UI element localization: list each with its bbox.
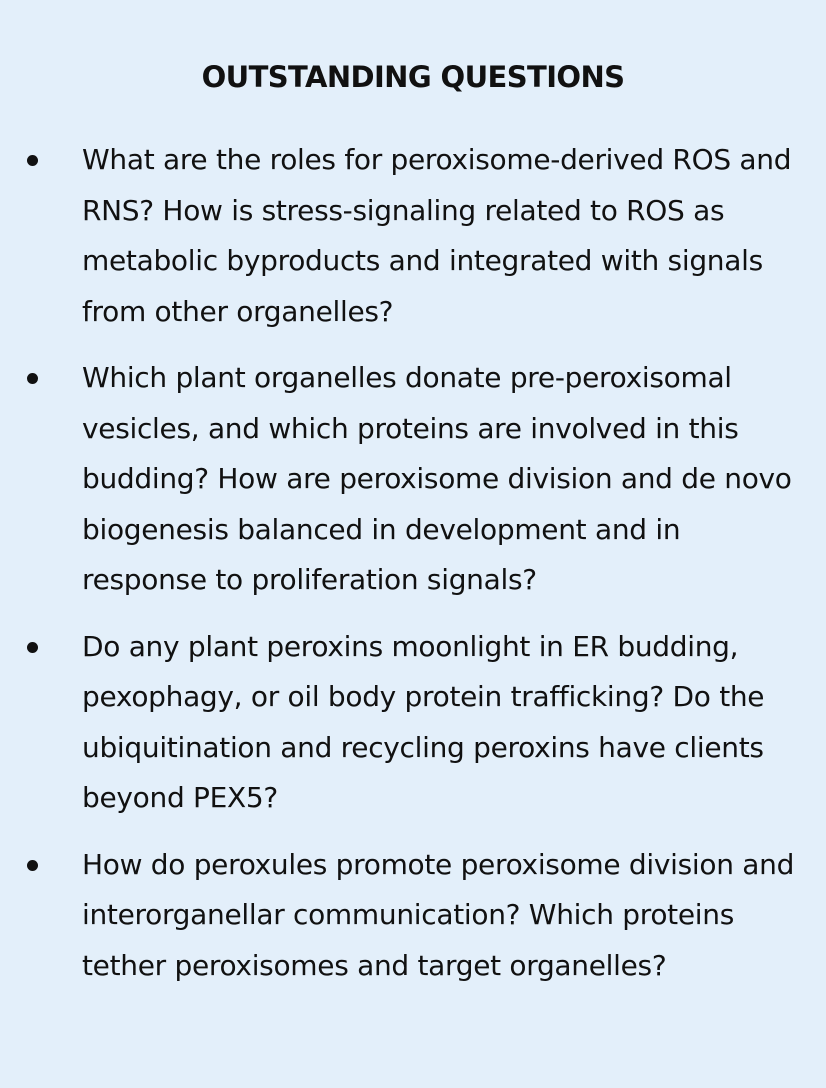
bullet-icon bbox=[27, 155, 38, 166]
questions-list bbox=[0, 135, 826, 1007]
question-item bbox=[0, 840, 826, 992]
question-text: How do peroxules promote peroxisome division and interorganellar communication? Which proteins tether peroxisomes and target organelles? bbox=[82, 847, 795, 982]
question-text: Which plant organelles donate pre-peroxisomal vesicles, and which proteins are involved in this budding? How are peroxisome division and de novo biogenesis balanced in development and in response to proliferation signals? bbox=[82, 361, 792, 596]
bullet-icon bbox=[27, 373, 38, 384]
bullet-icon bbox=[27, 860, 38, 871]
question-text: What are the roles for peroxisome-derived ROS and RNS? How is stress-signaling related to ROS as metabolic byproducts and integrated with signals from other organelles? bbox=[82, 143, 792, 328]
question-item bbox=[0, 622, 826, 824]
question-item bbox=[0, 353, 826, 606]
bullet-icon bbox=[27, 642, 38, 653]
box-title: OUTSTANDING QUESTIONS bbox=[201, 60, 625, 94]
question-item bbox=[0, 135, 826, 337]
question-text: Do any plant peroxins moonlight in ER budding, pexophagy, or oil body protein trafficking? Do the ubiquitination and recycling peroxins have clients beyond PEX5? bbox=[82, 629, 765, 814]
